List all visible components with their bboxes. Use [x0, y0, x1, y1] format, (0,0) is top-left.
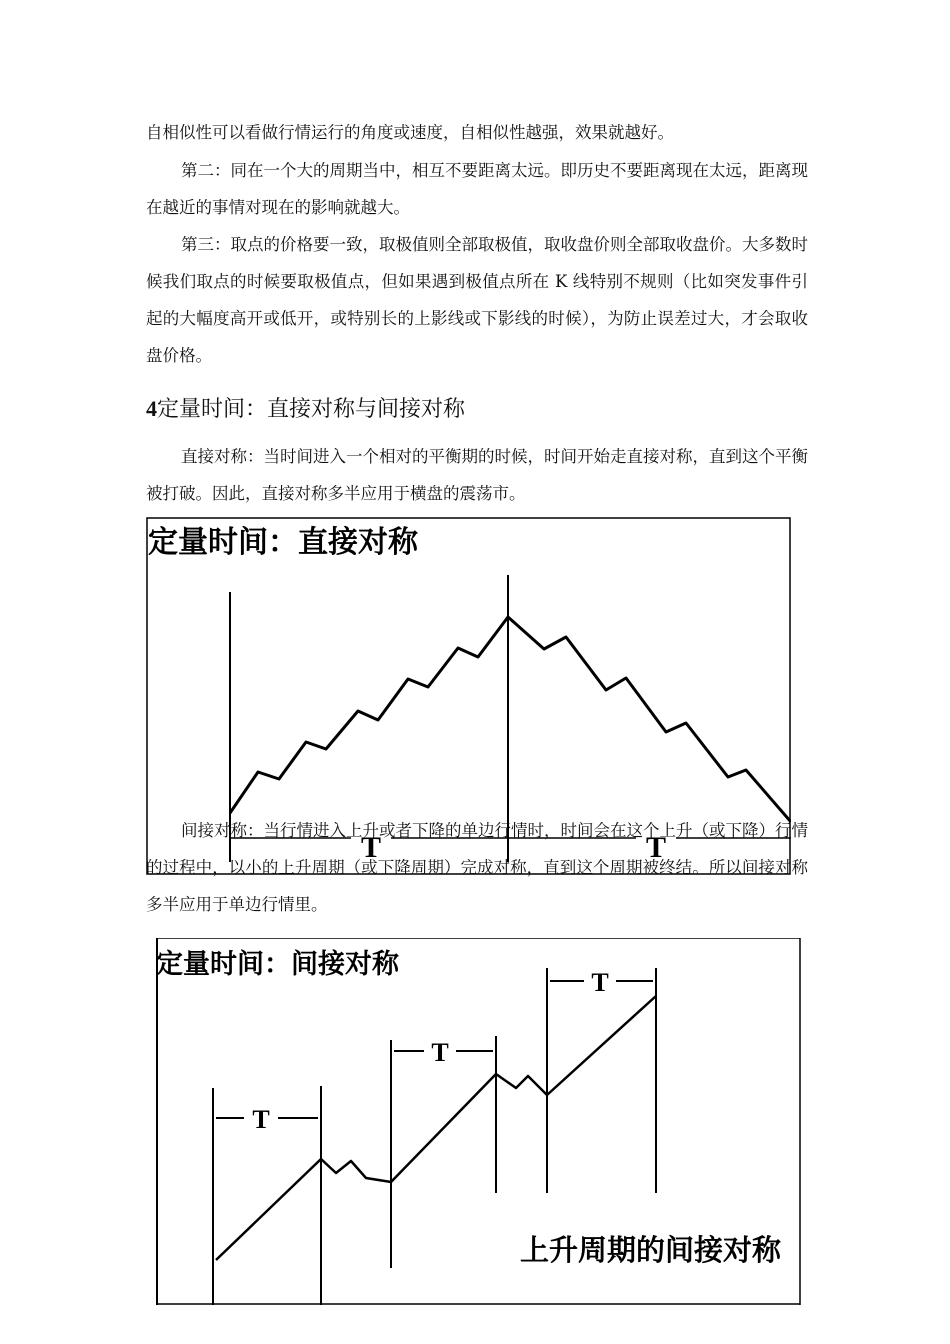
figure-caption: 上升周期的间接对称 [520, 1233, 782, 1267]
section-title: 定量时间：直接对称与间接对称 [157, 397, 466, 422]
section-number: 4 [146, 396, 157, 421]
span-label-3: T [591, 968, 609, 997]
span-label-1: T [252, 1105, 270, 1134]
span-label-right: T [645, 831, 667, 864]
paragraph-direct-symmetry: 直接对称：当时间进入一个相对的平衡期的时候，时间开始走直接对称，直到这个平衡被打破。因此，直接对称多半应用于横盘的震荡市。 [146, 447, 808, 503]
figure-indirect-symmetry [156, 938, 801, 1305]
paragraph-third-rule: 第三：取点的价格要一致，取极值则全部取极值，取收盘价则全部取收盘价。大多数时候我们取点的时候要取极值点，但如果遇到极值点所在 K 线特别不规则（比如突发事件引起的大幅度高开或低开，或特别长的上影线或下影线的时候），为防止误差过大，才会取收盘价格。 [146, 235, 808, 365]
figure-title: 定量时间：间接对称 [156, 949, 399, 980]
paragraph-self-similarity: 自相似性可以看做行情运行的角度或速度，自相似性越强，效果就越好。 [146, 123, 674, 142]
paragraph-second-rule: 第二：同在一个大的周期当中，相互不要距离太远。即历史不要距离现在太远，距离现在越近的事情对现在的影响就越大。 [146, 161, 808, 217]
span-label-2: T [431, 1038, 449, 1067]
figure-title: 定量时间：直接对称 [148, 525, 418, 560]
section-heading [146, 392, 465, 423]
span-label-left: T [360, 831, 382, 864]
paragraph-indirect-symmetry: 间接对称：当行情进入上升或者下降的单边行情时，时间会在这个上升（或下降）行情的过程中，以小的上升周期（或下降周期）完成对称，直到这个周期被终结。所以间接对称多半应用于单边行情里。 [146, 821, 808, 914]
